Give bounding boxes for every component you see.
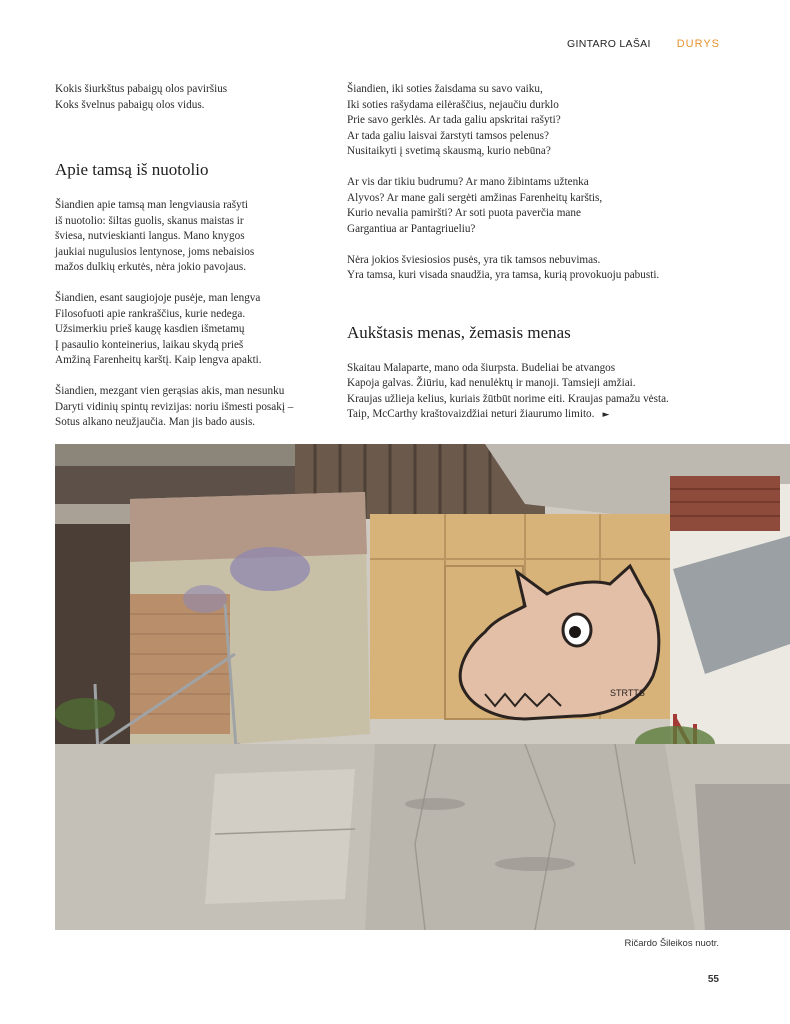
intro-verse: Kokis šiurkštus pabaigų olos paviršius Koks švelnus pabaigų olos vidus. [55,83,228,111]
courtyard-graffiti-photo [55,444,790,930]
graffiti-tag: STRTTS [610,688,645,698]
stanza: Šiandien, iki soties žaisdama su savo vaiku, Iki soties rašydama eilėraščius, nejaučiu durklo Prie savo gerklės. Ar tada galiu apskritai rašyti? Ar tada galiu laisvai žarstyti tamsos pelenus? Nusitaikyti į svetimą skausmą, kurio nebūna? [347,83,561,157]
stanza: Nėra jokios šviesiosios pusės, yra tik tamsos nebuvimas. Yra tamsa, kuri visada snaudžia, yra tamsa, kurią provokuoju pabusti. [347,253,660,281]
photo-caption: Ričardo Šileikos nuotr. [624,938,719,949]
stanza: Šiandien apie tamsą man lengviausia rašyti iš nuotolio: šiltas guolis, skanus maistas ir šviesa, nutvieskianti langus. Mano knygos jaukiai nugulusios lentynose, joms nebaisios mažos dulkių erkutės, nėra jokio pavojaus. [55,199,255,273]
left-column [55,82,325,431]
right-column [347,82,707,424]
author-name: GINTARO LAŠAI [567,38,651,50]
stanza: Ar vis dar tikiu budrumu? Ar mano žibintams užtenka Alyvos? Ar mane gali sergėti amžinas Farenheitų karštis, Kurio nevalia pamiršti? Ar soti puota paverčia mane Gargantiua ar Pantagriueliu? [347,176,603,235]
running-header [567,38,720,50]
stanza-text: Skaitau Malaparte, mano oda šiurpsta. Budeliai be atvangos Kapoja galvas. Žiūriu, kad nenulėktų ir manoji. Tamsieji amžiai. Kraujas užlieja kelius, kuriais žūtbūt norime eiti. Kraujas pamažu vėsta. Taip, McCarthy kraštovaizdžiai neturi žiaurumo limito. [347,361,669,420]
triangle-right-icon: ► [602,410,610,420]
page-number: 55 [707,974,719,985]
poem-heading-art: Aukštasis menas, žemasis menas [347,322,571,342]
section-name: DURYS [676,38,720,50]
stanza-last [347,361,707,424]
stanza: Šiandien, mezgant vien gerąsias akis, man nesunku Daryti vidinių spintų revizijas: noriu išmesti posakį – Sotus alkano neužjaučia. Man jis bado ausis. [55,385,294,428]
poem-heading-distance: Apie tamsą iš nuotolio [55,160,209,179]
stanza: Šiandien, esant saugiojoje pusėje, man lengva Filosofuoti apie rankraščius, kurie nedega. Užsimerkiu prieš kaugę kasdien išmetamų Į pasaulio konteinerius, laikau skydą prieš Amžiną Farenheitų karštį. Kaip lengva apakti. [55,292,262,366]
